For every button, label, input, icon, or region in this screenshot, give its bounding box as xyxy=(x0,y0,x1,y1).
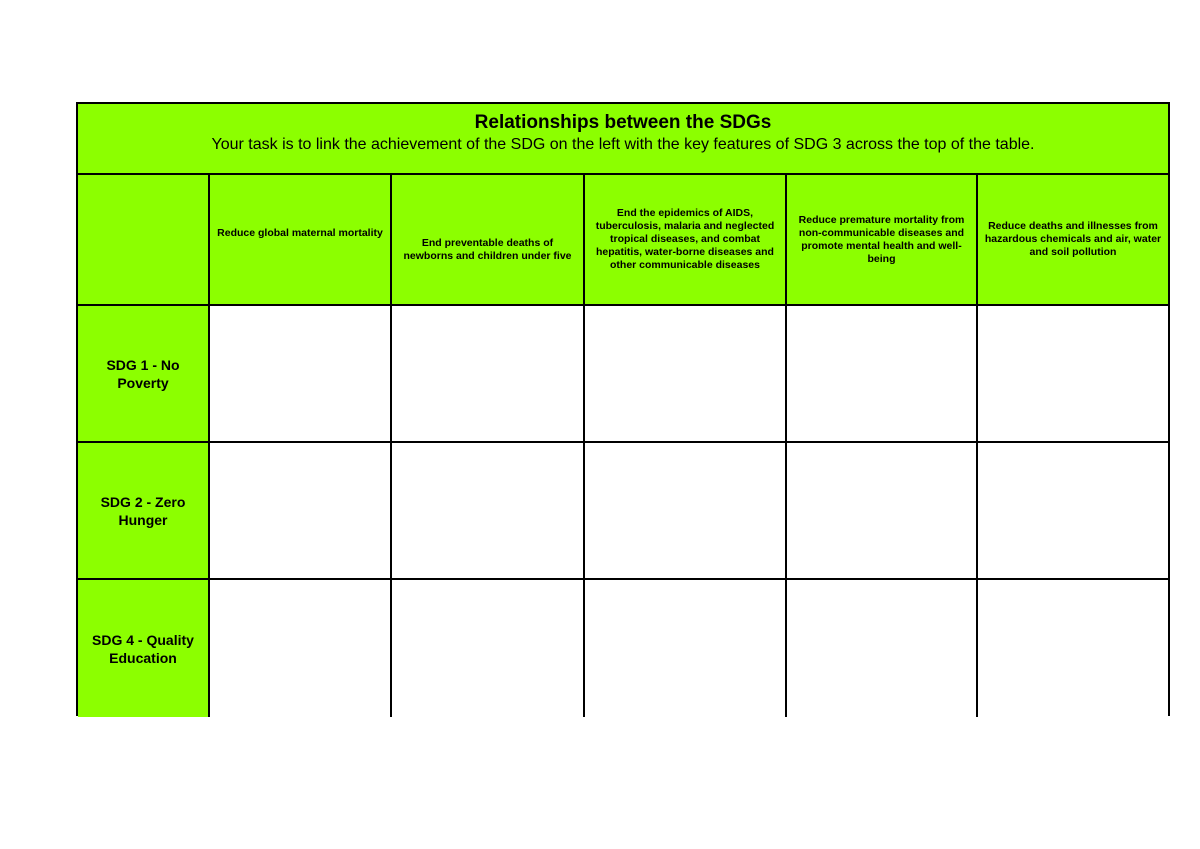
table-row xyxy=(78,305,1168,442)
row-header-label: SDG 2 - Zero Hunger xyxy=(100,493,186,528)
column-header-label: Reduce global maternal mortality xyxy=(217,227,383,239)
page-title: Relationships between the SDGs xyxy=(474,112,772,133)
row-header-label: SDG 1 - No Poverty xyxy=(106,356,180,391)
table-row xyxy=(78,442,1168,579)
column-header-child-deaths xyxy=(391,175,584,305)
title-block xyxy=(78,104,1168,175)
answer-cell[interactable] xyxy=(977,305,1168,442)
column-header-label: Reduce premature mortality from non-communicable diseases and promote mental health and well-being xyxy=(798,213,965,265)
column-header-row xyxy=(78,175,1168,305)
row-header-sdg-4 xyxy=(78,579,209,717)
answer-cell[interactable] xyxy=(977,442,1168,579)
answer-cell[interactable] xyxy=(391,579,584,717)
column-header-pollution xyxy=(977,175,1168,305)
answer-cell[interactable] xyxy=(209,442,391,579)
column-header-label: End the epidemics of AIDS, tuberculosis, malaria and neglected tropical diseases, and combat hepatitis, water-borne diseases and other communicable diseases xyxy=(595,207,775,271)
row-header-sdg-1 xyxy=(78,305,209,442)
answer-cell[interactable] xyxy=(584,305,786,442)
answer-cell[interactable] xyxy=(786,579,977,717)
answer-cell[interactable] xyxy=(584,579,786,717)
column-header-non-communicable-diseases xyxy=(786,175,977,305)
answer-cell[interactable] xyxy=(786,305,977,442)
column-header-label: Reduce deaths and illnesses from hazardous chemicals and air, water and soil pollution xyxy=(984,220,1162,258)
answer-cell[interactable] xyxy=(977,579,1168,717)
row-header-label: SDG 4 - Quality Education xyxy=(92,631,194,666)
column-header-label: End preventable deaths of newborns and children under five xyxy=(403,236,572,262)
answer-cell[interactable] xyxy=(391,305,584,442)
answer-cell[interactable] xyxy=(786,442,977,579)
worksheet-table-frame xyxy=(76,102,1170,716)
answer-cell[interactable] xyxy=(209,579,391,717)
table-row xyxy=(78,579,1168,717)
column-header-communicable-diseases xyxy=(584,175,786,305)
answer-cell[interactable] xyxy=(584,442,786,579)
answer-cell[interactable] xyxy=(209,305,391,442)
sdg-relationship-grid xyxy=(78,175,1168,717)
column-header-maternal-mortality xyxy=(209,175,391,305)
row-header-sdg-2 xyxy=(78,442,209,579)
task-instructions: Your task is to link the achievement of the SDG on the left with the key features of SDG 3 across the top of the table. xyxy=(211,136,1035,153)
corner-cell xyxy=(78,175,209,305)
answer-cell[interactable] xyxy=(391,442,584,579)
